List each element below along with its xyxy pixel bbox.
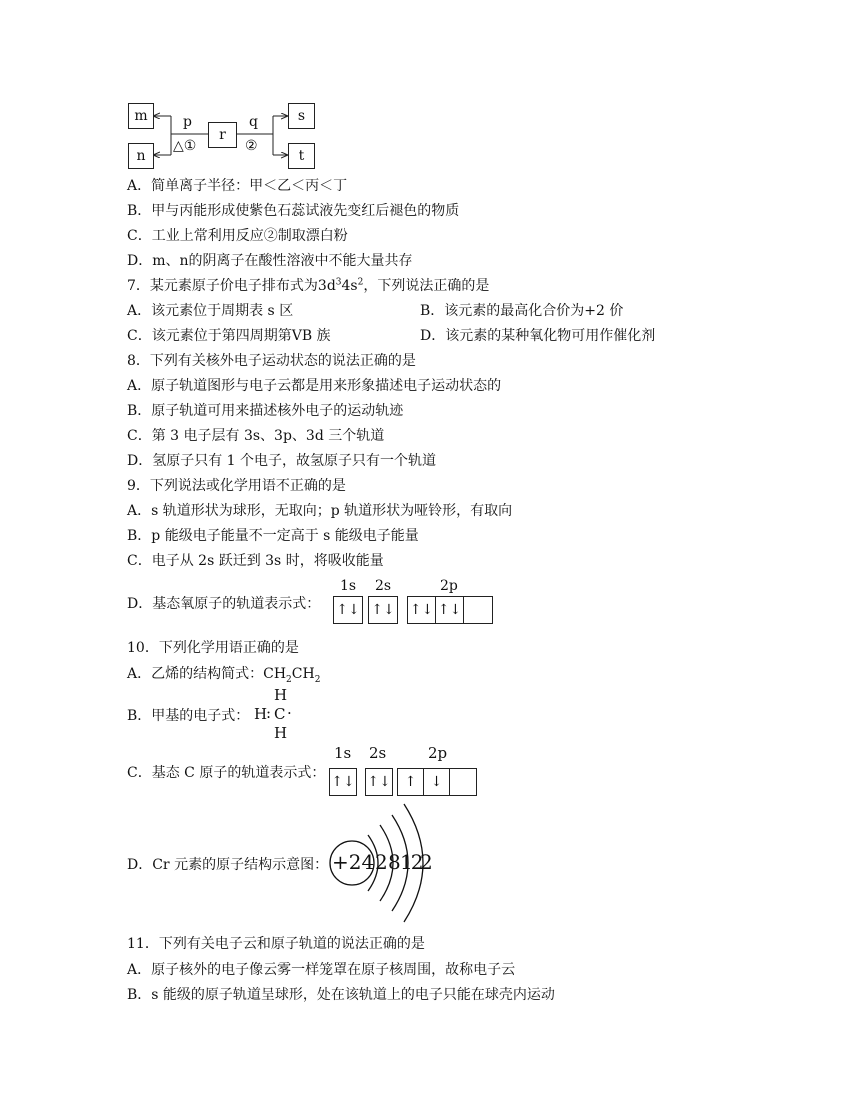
node-m: m [128,103,154,129]
reaction-diagram [125,100,325,172]
q10-a-sub2: 2 [314,674,321,685]
q10-label-2p: 2p [428,744,448,762]
q8-option-b: B．原子轨道可用来描述核外电子的运动轨迹 [127,403,404,419]
q9-orbital-cell: ↑↓ [368,596,398,624]
q10-a-mid: CH [291,666,315,682]
q7-option-c: C．该元素位于第四周期第VB 族 [127,328,331,344]
q9-label-2p: 2p [440,578,458,594]
q6-option-a: A．简单离子半径：甲＜乙＜丙＜丁 [127,178,348,194]
q7-option-b: B．该元素的最高化合价为+2 价 [420,303,624,319]
q10-option-b: B．甲基的电子式： [127,708,250,724]
cr-nucleus-charge: +24 [332,850,375,874]
q10-orbital-cell: ↑↓ [365,768,393,796]
label-cond1: △① [173,138,197,154]
label-p: p [183,114,192,130]
q6-option-d: D．m、n的阴离子在酸性溶液中不能大量共存 [127,253,413,269]
q9-option-c: C．电子从 2s 跃迁到 3s 时，将吸收能量 [127,553,384,569]
q9-label-1s: 1s [340,578,357,594]
q9-orbital-cell [463,596,493,624]
methyl-h-left: H [254,705,268,723]
cr-shell-electrons: 12 [400,850,422,874]
q10-option-a [127,665,320,683]
q8-option-a: A．原子轨道图形与电子云都是用来形象描述电子运动状态的 [127,378,502,394]
methyl-h-top: H [274,686,288,704]
q10-a-prefix: A．乙烯的结构简式：CH [127,666,287,682]
q7-stem [127,277,489,295]
q11-option-b: B．s 能级的原子轨道呈球形，处在该轨道上的电子只能在球壳内运动 [127,987,555,1003]
q10-orbital-cell [449,768,477,796]
cr-atom-diagram [328,800,448,930]
q9-option-a: A．s 轨道形状为球形，无取向；p 轨道形状为哑铃形，有取向 [127,503,513,519]
label-q: q [249,114,258,130]
q10-orbital-cell: ↑ [397,768,424,796]
q7-stem-prefix: 7．某元素原子价电子排布式为3d [127,278,336,294]
q9-option-b: B．p 能级电子能量不一定高于 s 能级电子能量 [127,528,419,544]
q7-stem-suffix: ，下列说法正确的是 [363,278,490,294]
node-t: t [288,143,315,169]
q6-option-b: B．甲与丙能形成使紫色石蕊试液先变红后褪色的物质 [127,203,460,219]
cr-shell-electrons: 8 [388,850,401,874]
q11-option-a: A．原子核外的电子像云雾一样笼罩在原子核周围，故称电子云 [127,962,516,978]
q9-label-2s: 2s [375,578,392,594]
q11-stem: 11．下列有关电子云和原子轨道的说法正确的是 [127,936,425,952]
methyl-dot: · [287,704,292,722]
q9-orbital-cell: ↑↓ [333,596,363,624]
q7-sup1: 3 [335,277,342,288]
q8-option-d: D．氢原子只有 1 个电子，故氢原子只有一个轨道 [127,453,437,469]
q8-option-c: C．第 3 电子层有 3s、3p、3d 三个轨道 [127,428,385,444]
label-cond2: ② [245,138,258,154]
methyl-electron-formula [254,686,300,744]
q10-a-sub1: 2 [286,674,292,685]
q7-sup2: 2 [357,277,364,288]
cr-shell-electrons: 2 [375,850,388,874]
q10-orbital-cell: ↑↓ [329,768,357,796]
q10-option-d: D．Cr 元素的原子结构示意图： [127,857,329,873]
q9-option-d: D．基态氧原子的轨道表示式： [127,596,321,612]
node-n: n [128,143,154,169]
q7-option-d: D．该元素的某种氧化物可用作催化剂 [420,328,656,344]
q10-label-1s: 1s [334,744,352,762]
node-s: s [288,103,315,129]
q8-stem: 8．下列有关核外电子运动状态的说法正确的是 [127,353,416,369]
cr-shell-electrons: 2 [420,850,433,874]
methyl-colon: : [266,704,272,722]
q7-mid: 4s [341,278,358,294]
q6-option-c: C．工业上常利用反应②制取漂白粉 [127,228,348,244]
methyl-h-bottom: H [274,724,288,742]
node-r: r [208,122,237,148]
q7-option-a: A．该元素位于周期表 s 区 [127,303,294,319]
q10-orbital-cell: ↓ [423,768,450,796]
q9-orbital-cell: ↑↓ [407,596,436,624]
q9-orbital-cell: ↑↓ [435,596,464,624]
q10-stem: 10．下列化学用语正确的是 [127,640,299,656]
q9-stem: 9．下列说法或化学用语不正确的是 [127,478,346,494]
methyl-c: C [274,705,286,723]
q10-option-c: C．基态 C 原子的轨道表示式： [127,765,326,781]
q10-label-2s: 2s [369,744,387,762]
